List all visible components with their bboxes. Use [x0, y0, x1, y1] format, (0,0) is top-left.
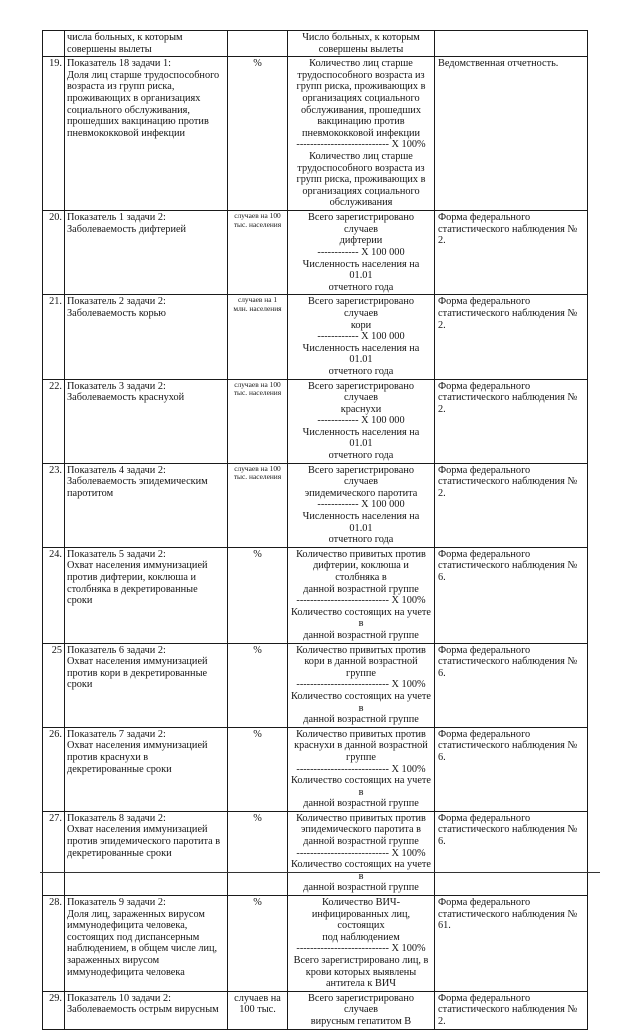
indicator-name-cell — [65, 643, 228, 727]
data-source-cell-line: статистического наблюдения № 6. — [438, 824, 578, 848]
indicator-name-cell — [65, 31, 228, 57]
formula-cell-line: Всего зарегистрировано случаев — [307, 212, 415, 235]
indicator-name-cell — [65, 463, 228, 547]
indicator-name-cell — [65, 57, 228, 211]
formula-cell — [288, 57, 435, 211]
indicator-name-cell — [65, 379, 228, 463]
data-source-cell-line: Форма федерального — [438, 296, 531, 308]
indicator-name-cell-line: сроки — [67, 679, 93, 691]
formula-cell-line: Количество состоящих на учете в — [291, 606, 431, 630]
formula-cell — [288, 211, 435, 295]
indicator-name-cell — [65, 991, 228, 1029]
indicator-name-cell-line: декретированные сроки — [67, 847, 172, 859]
data-source-cell — [435, 896, 588, 992]
formula-cell-line: Всего зарегистрировано случаев — [307, 464, 415, 488]
indicator-name-cell-line: зараженных вирусом — [67, 955, 160, 966]
data-source-cell-line: Форма федерального — [438, 812, 531, 824]
formula-cell — [288, 727, 435, 811]
formula-cell-line: --------------------------- Х 100% — [296, 763, 426, 775]
formula-cell-line: отчетного года — [328, 534, 394, 546]
formula-cell-line: Количество состоящих на учете в — [291, 775, 431, 798]
indicator-name-cell-line: состоящих под диспансерным — [67, 931, 200, 943]
formula-cell — [288, 896, 435, 992]
indicator-name-cell — [65, 211, 228, 295]
row-number-cell: 27. — [43, 811, 65, 895]
formula-cell-line: данной возрастной группе — [303, 629, 419, 641]
formula-cell-line: обслуживания — [329, 197, 393, 209]
indicator-name-cell-line: Доля лиц, зараженных вирусом — [67, 908, 205, 920]
table-row — [43, 379, 588, 463]
data-source-cell-line: Форма федерального — [438, 644, 531, 656]
formula-cell-line: Всего зарегистрировано лиц, в — [293, 955, 429, 966]
page-bottom-rule — [40, 872, 600, 873]
data-source-cell — [435, 295, 588, 379]
table-row — [43, 991, 588, 1029]
formula-cell — [288, 547, 435, 643]
data-source-cell-line: статистического наблюдения № 6. — [438, 656, 578, 679]
data-source-cell-line: статистического наблюдения № 2. — [438, 392, 578, 415]
unit-cell: случаев на 100 тыс. населения — [228, 211, 288, 295]
table-row — [43, 727, 588, 811]
formula-cell-line: Численность населения на 01.01 — [302, 511, 420, 534]
indicator-name-cell-line: Показатель 6 задачи 2: — [67, 644, 166, 656]
indicator-name-cell-line: иммунодефицита человека, — [67, 920, 188, 932]
indicator-name-cell-line: Показатель 2 задачи 2: — [67, 296, 166, 308]
indicator-name-cell-line: Показатель 5 задачи 2: — [67, 548, 166, 560]
indicator-name-cell-line: Доля лиц старше трудоспособного — [67, 69, 220, 81]
data-source-cell-line: Форма федерального — [438, 548, 531, 560]
formula-cell-line: --------------------------- Х 100% — [296, 139, 426, 151]
indicator-name-cell-line: Показатель 18 задачи 1: — [67, 58, 172, 70]
indicator-name-cell-line: Показатель 10 задачи 2: — [67, 992, 172, 1004]
formula-cell-line: данной возрастной группе — [303, 714, 419, 726]
data-source-cell-line: Форма федерального — [438, 380, 531, 392]
data-source-cell-line: статистического наблюдения № 2. — [438, 1004, 578, 1027]
table-row — [43, 811, 588, 895]
formula-cell-line: Всего зарегистрировано случаев — [307, 296, 415, 319]
indicator-name-cell-line: паротитом — [67, 487, 114, 499]
formula-cell-line: ------------ Х 100 000 — [317, 499, 405, 511]
formula-cell — [288, 31, 435, 57]
formula-cell-line: пневмококковой инфекции — [301, 127, 421, 139]
formula-cell-line: кори в данной возрастной группе — [304, 656, 418, 679]
indicator-name-cell — [65, 547, 228, 643]
data-source-cell-line: Форма федерального — [438, 897, 531, 909]
row-number-cell: 23. — [43, 463, 65, 547]
formula-cell-line: Количество состоящих на учете в — [291, 859, 431, 882]
unit-cell: % — [228, 57, 288, 211]
indicator-name-cell — [65, 896, 228, 992]
data-source-cell-line: статистического наблюдения № 6. — [438, 560, 578, 583]
indicator-name-cell-line: социального обслуживания, — [67, 104, 190, 116]
formula-cell-line: групп риска, проживающих в — [296, 81, 426, 93]
formula-cell-line: отчетного года — [328, 365, 394, 377]
data-source-cell-line: Форма федерального — [438, 212, 531, 224]
data-source-cell-line: статистического наблюдения № 2. — [438, 307, 578, 331]
formula-cell-line: Количество привитых против — [296, 728, 426, 740]
row-number-cell: 26. — [43, 727, 65, 811]
indicator-name-cell-line: Показатель 9 задачи 2: — [67, 897, 166, 909]
formula-cell-line: данной возрастной группе — [303, 836, 419, 848]
formula-cell — [288, 379, 435, 463]
formula-cell-line: организациях социального — [302, 92, 420, 104]
formula-cell-line: отчетного года — [328, 281, 394, 293]
formula-cell-line: Количество состоящих на учете в — [291, 690, 431, 714]
indicator-name-cell-line: против краснухи в — [67, 751, 149, 763]
indicator-name-cell-line: против эпидемического паротита в — [67, 836, 221, 848]
row-number-cell: 19. — [43, 57, 65, 211]
data-source-cell-line: статистического наблюдения № 2. — [438, 223, 578, 247]
indicators-table-body — [43, 31, 588, 1030]
data-source-cell-line: статистического наблюдения № 2. — [438, 476, 578, 499]
data-source-cell-line: Форма федерального — [438, 992, 531, 1004]
data-source-cell — [435, 31, 588, 57]
indicator-name-cell-line: сроки — [67, 595, 93, 607]
data-source-cell-line: Ведомственная отчетность. — [438, 58, 559, 70]
formula-cell-line: эпидемического паротита — [304, 487, 418, 499]
unit-cell: случаев на 100 тыс. населения — [228, 379, 288, 463]
indicator-name-cell-line: Заболеваемость дифтерией — [67, 223, 187, 235]
indicator-name-cell-line: совершены вылеты — [67, 43, 152, 55]
unit-cell: случаев на 100 тыс. населения — [228, 463, 288, 547]
formula-cell-line: Численность населения на 01.01 — [302, 426, 420, 450]
formula-cell-line: организациях социального — [302, 185, 420, 197]
formula-cell — [288, 991, 435, 1029]
formula-cell-line: --------------------------- Х 100% — [296, 679, 426, 691]
formula-cell-line: крови которых выявлены — [305, 966, 417, 978]
indicator-name-cell-line: декретированные сроки — [67, 763, 172, 775]
indicator-name-cell-line: против дифтерии, коклюша и — [67, 572, 196, 583]
indicator-name-cell-line: Охват населения иммунизацией — [67, 656, 208, 668]
row-number-cell: 20. — [43, 211, 65, 295]
table-row — [43, 643, 588, 727]
formula-cell-line: совершены вылеты — [318, 43, 404, 55]
data-source-cell-line: статистического наблюдения № 6. — [438, 740, 578, 763]
formula-cell-line: данной возрастной группе — [303, 882, 419, 894]
unit-cell — [228, 31, 288, 57]
formula-cell-line: дифтерии — [339, 235, 383, 247]
indicator-name-cell-line: пневмококковой инфекции — [67, 127, 186, 139]
data-source-cell — [435, 547, 588, 643]
formula-cell-line: Численность населения на 01.01 — [302, 258, 420, 282]
formula-cell-line: --------------------------- Х 100% — [296, 595, 426, 607]
table-row — [43, 547, 588, 643]
indicator-name-cell-line: Заболеваемость краснухой — [67, 392, 185, 404]
formula-cell-line: групп риска, проживающих в — [296, 174, 426, 186]
unit-cell: случаев на 100 тыс. — [228, 991, 288, 1029]
data-source-cell — [435, 991, 588, 1029]
indicator-name-cell-line: столбняка в декретированные — [67, 583, 198, 595]
row-number-cell: 24. — [43, 547, 65, 643]
unit-cell: % — [228, 643, 288, 727]
formula-cell-line: обслуживания, прошедших — [301, 104, 421, 116]
row-number-cell: 21. — [43, 295, 65, 379]
formula-cell-line: кори — [350, 319, 372, 331]
formula-cell-line: под наблюдением — [322, 931, 400, 943]
formula-cell-line: антитела к ВИЧ — [325, 978, 397, 990]
formula-cell-line: группе — [346, 751, 376, 763]
formula-cell-line: ------------ Х 100 000 — [317, 331, 405, 343]
formula-cell-line: Количество лиц старше — [309, 58, 413, 70]
formula-cell-line: Количество ВИЧ- — [321, 897, 401, 909]
row-number-cell: 25 — [43, 643, 65, 727]
table-row — [43, 31, 588, 57]
table-row — [43, 211, 588, 295]
indicator-name-cell-line: против кори в декретированные — [67, 667, 208, 679]
row-number-cell: 22. — [43, 379, 65, 463]
formula-cell-line: --------------------------- Х 100% — [296, 943, 426, 955]
indicators-table — [42, 30, 588, 1030]
table-row — [43, 463, 588, 547]
formula-cell-line: краснухи — [340, 403, 382, 415]
indicators-table-page — [42, 30, 587, 1030]
formula-cell-line: вирусным гепатитом В — [310, 1015, 412, 1027]
indicator-name-cell-line: Заболеваемость эпидемическим — [67, 476, 208, 488]
formula-cell-line: Количество лиц старше — [309, 150, 413, 162]
row-number-cell: 28. — [43, 896, 65, 992]
data-source-cell-line: Форма федерального — [438, 728, 531, 740]
formula-cell-line: данной возрастной группе — [303, 798, 419, 810]
formula-cell-line: --------------------------- Х 100% — [296, 847, 426, 859]
indicator-name-cell — [65, 811, 228, 895]
table-row — [43, 896, 588, 992]
indicator-name-cell-line: Показатель 3 задачи 2: — [67, 380, 166, 392]
formula-cell-line: Число больных, к которым — [302, 32, 420, 43]
data-source-cell — [435, 727, 588, 811]
data-source-cell — [435, 463, 588, 547]
indicator-name-cell-line: проживающих в организациях — [67, 92, 201, 104]
formula-cell-line: трудоспособного возраста из — [297, 162, 425, 174]
formula-cell — [288, 643, 435, 727]
formula-cell-line: ------------ Х 100 000 — [317, 415, 405, 427]
indicator-name-cell-line: Охват населения иммунизацией — [67, 824, 208, 836]
indicator-name-cell-line: Заболеваемость острым вирусным — [67, 1004, 219, 1016]
indicator-name-cell-line: возраста из групп риска, — [67, 81, 175, 93]
unit-cell: % — [228, 896, 288, 992]
formula-cell-line: трудоспособного возраста из — [297, 69, 425, 81]
unit-cell: % — [228, 547, 288, 643]
data-source-cell-line: статистического наблюдения № 61. — [438, 908, 578, 932]
indicator-name-cell — [65, 295, 228, 379]
indicator-name-cell-line: прошедших вакцинацию против — [67, 116, 209, 128]
formula-cell-line: Количество привитых против — [296, 812, 426, 824]
data-source-cell — [435, 211, 588, 295]
formula-cell-line: Всего зарегистрировано случаев — [307, 992, 415, 1016]
data-source-cell — [435, 379, 588, 463]
row-number-cell: 29. — [43, 991, 65, 1029]
formula-cell-line: Всего зарегистрировано случаев — [307, 380, 415, 404]
indicator-name-cell-line: иммунодефицита человека — [67, 966, 185, 978]
formula-cell-line: Количество привитых против — [296, 548, 426, 560]
unit-cell: % — [228, 811, 288, 895]
unit-cell: % — [228, 727, 288, 811]
row-number-cell — [43, 31, 65, 57]
indicator-name-cell-line: Показатель 4 задачи 2: — [67, 464, 166, 476]
formula-cell-line: инфицированных лиц, состоящих — [311, 908, 411, 932]
indicator-name-cell-line: Охват населения иммунизацией — [67, 740, 208, 752]
formula-cell-line: Численность населения на 01.01 — [302, 342, 420, 366]
table-row — [43, 295, 588, 379]
indicator-name-cell-line: наблюдением, в общем числе лиц, — [67, 943, 218, 955]
formula-cell-line: отчетного года — [328, 450, 394, 462]
formula-cell-line: краснухи в данной возрастной — [294, 740, 428, 752]
indicator-name-cell-line: Показатель 8 задачи 2: — [67, 812, 166, 824]
indicator-name-cell — [65, 727, 228, 811]
formula-cell — [288, 463, 435, 547]
indicator-name-cell-line: Показатель 7 задачи 2: — [67, 728, 166, 740]
data-source-cell — [435, 57, 588, 211]
formula-cell-line: вакцинацию против — [317, 116, 405, 128]
indicator-name-cell-line: Охват населения иммунизацией — [67, 560, 208, 572]
formula-cell-line: эпидемического паротита в — [300, 824, 422, 836]
unit-cell: случаев на 1 млн. населения — [228, 295, 288, 379]
formula-cell-line: данной возрастной группе — [303, 583, 419, 595]
formula-cell-line: ------------ Х 100 000 — [317, 246, 405, 258]
formula-cell — [288, 811, 435, 895]
table-row — [43, 57, 588, 211]
data-source-cell-line: Форма федерального — [438, 464, 531, 476]
formula-cell — [288, 295, 435, 379]
indicator-name-cell-line: Показатель 1 задачи 2: — [67, 212, 166, 224]
data-source-cell — [435, 643, 588, 727]
formula-cell-line: Количество привитых против — [296, 644, 426, 656]
data-source-cell — [435, 811, 588, 895]
formula-cell-line: дифтерии, коклюша и столбняка в — [313, 560, 409, 583]
indicator-name-cell-line: числа больных, к которым — [67, 32, 183, 43]
indicator-name-cell-line: Заболеваемость корью — [67, 307, 166, 319]
